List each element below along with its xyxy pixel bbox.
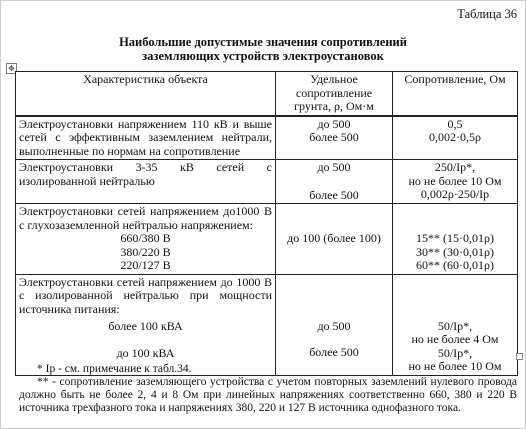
resistance-table xyxy=(15,71,518,376)
title-line-1: Наибольшие допустимые значения сопротивлений xyxy=(119,35,407,49)
move-anchor-icon[interactable]: ✥ xyxy=(6,63,17,74)
row4-res-4: но не более 10 Ом xyxy=(408,359,502,373)
row2-resistivity xyxy=(276,160,393,204)
table-row xyxy=(16,160,518,204)
row4-description xyxy=(16,274,276,375)
row3-res-2: 30** (30·0,01ρ) xyxy=(416,244,494,259)
table-header-row xyxy=(16,72,518,116)
header-resistance: Сопротивление, Ом xyxy=(393,72,518,116)
row4-rho-1: до 500 xyxy=(317,318,351,333)
row2-resistance xyxy=(393,160,518,204)
row3-description xyxy=(16,204,276,275)
row1-rho-2: более 500 xyxy=(309,130,359,144)
row3-sub-3: 220/127 В xyxy=(120,258,171,272)
footnote-2: ** - сопротивление заземляющего устройства с учетом повторных заземлений нулевого провода должно быть не более 2, 4 и 8 Ом при линейных напряжениях соответственно 660, 380 и 220 В источника трехфазного тока и напряжениях 380, 220 и 127 В источника однофазного тока. xyxy=(19,376,517,414)
row3-desc-text: Электроустановки сетей напряжением до1000 В с глухозаземленной нейтралью напряжением: xyxy=(19,204,272,232)
row4-res-2: но не более 4 Ом xyxy=(411,332,499,346)
row4-res-3: 50/Iр*, xyxy=(437,345,473,360)
row1-res-2: 0,002·0,5ρ xyxy=(429,130,481,144)
row1-description: Электроустановки напряжением 110 кВ и выше сетей с эффективным заземлением нейтрали, выполненные по нормам на сопротивление xyxy=(16,116,276,160)
row4-sub-1: более 100 кВА xyxy=(108,319,183,333)
row3-res-3: 60** (60·0,01ρ) xyxy=(416,258,494,272)
row3-resistivity: до 100 (более 100) xyxy=(276,204,393,275)
footnote-1: * Iр - см. примечание к табл.34. xyxy=(37,363,192,375)
row3-sub-1: 660/380 В xyxy=(120,231,171,245)
row1-resistance xyxy=(393,116,518,160)
row1-resistivity xyxy=(276,116,393,160)
row2-res-3: 0,002ρ·250/Iр xyxy=(420,187,490,201)
row4-desc-text: Электроустановки сетей напряжением до 1000 В с изолированной нейтралью при мощности источника питания: xyxy=(19,274,272,316)
table-row xyxy=(16,116,518,160)
row4-rho-2: более 500 xyxy=(309,345,359,359)
row3-sub-2: 380/220 В xyxy=(120,244,171,259)
row2-rho-1: до 500 xyxy=(317,160,351,174)
title-line-2: заземляющих устройств электроустановок xyxy=(142,49,384,63)
row3-res-1: 15** (15·0,01ρ) xyxy=(416,231,494,245)
row2-res-1: 250/Iр*, xyxy=(434,160,476,174)
row4-res-1: 50/Iр*, xyxy=(437,318,473,333)
header-object: Характеристика объекта xyxy=(16,72,276,116)
table-row xyxy=(16,274,518,375)
footnotes xyxy=(19,363,517,415)
row4-sub-2: до 100 кВА xyxy=(116,345,175,360)
row2-description: Электроустановки 3-35 кВ сетей с изолированной нейтралью xyxy=(16,160,276,204)
row3-resistance xyxy=(393,204,518,275)
table-row xyxy=(16,204,518,275)
row2-res-2: но не более 10 Ом xyxy=(408,173,502,188)
row1-res-1: 0,5 xyxy=(447,116,463,131)
row4-resistivity xyxy=(276,274,393,375)
table-title xyxy=(1,35,525,63)
header-soil-resistivity: Удельное сопротивление грунта, ρ, Ом·м xyxy=(276,72,393,116)
table-number: Таблица 36 xyxy=(457,7,517,21)
row4-resistance xyxy=(393,274,518,375)
row1-rho-1: до 500 xyxy=(317,116,351,131)
resize-handle-icon[interactable] xyxy=(516,353,523,360)
row2-rho-2: более 500 xyxy=(309,187,359,202)
